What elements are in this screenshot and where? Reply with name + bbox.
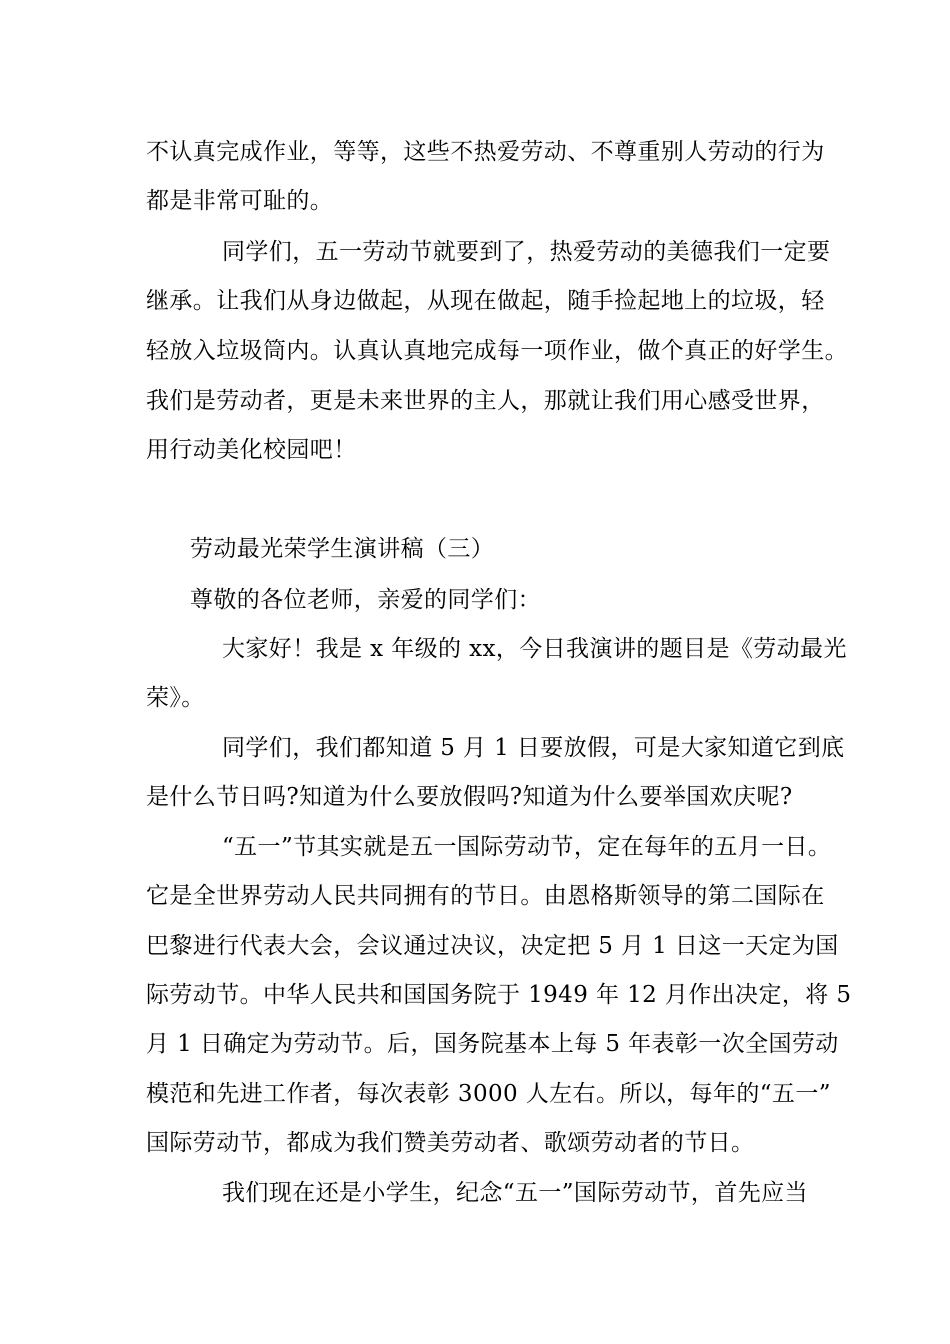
paragraph-first-line: 大家好！我是 x 年级的 xx，今日我演讲的题目是《劳动最光 [222,636,847,662]
body-line: 月 1 日确定为劳动节。后，国务院基本上每 5 年表彰一次全国劳动 [146,1031,839,1057]
body-line: 继承。让我们从身边做起，从现在做起，随手捡起地上的垃圾，轻 [146,288,825,314]
section-title: 劳动最光荣学生演讲稿（三） [190,536,495,562]
body-line: 轻放入垃圾筒内。认真认真地完成每一项作业，做个真正的好学生。 [146,338,848,364]
body-line: 际劳动节。中华人民共和国国务院于 1949 年 12 月作出决定，将 5 [146,982,852,1008]
body-line: 我们是劳动者，更是未来世界的主人，那就让我们用心感受世界， [146,388,825,414]
paragraph-first-line: “五一”节其实就是五一国际劳动节，定在每年的五月一日。 [222,834,832,860]
paragraph-first-line: 同学们，五一劳动节就要到了，热爱劳动的美德我们一定要 [222,239,831,265]
paragraph-first-line: 同学们，我们都知道 5 月 1 日要放假，可是大家知道它到底 [222,735,845,761]
salutation: 尊敬的各位老师，亲爱的同学们： [190,587,541,613]
body-line: 不认真完成作业，等等，这些不热爱劳动、不尊重别人劳动的行为 [146,139,825,165]
body-line: 是什么节日吗?知道为什么要放假吗?知道为什么要举国欢庆呢? [146,784,793,810]
body-line: 模范和先进工作者，每次表彰 3000 人左右。所以，每年的“五一” [146,1081,831,1107]
body-line: 用行动美化校园吧！ [146,437,357,463]
body-line: 都是非常可耻的。 [146,188,334,214]
body-line: 它是全世界劳动人民共同拥有的节日。由恩格斯领导的第二国际在 [146,883,825,909]
paragraph-first-line: 我们现在还是小学生，纪念“五一”国际劳动节，首先应当 [222,1180,808,1206]
body-line: 国际劳动节，都成为我们赞美劳动者、歌颂劳动者的节日。 [146,1130,755,1156]
body-line: 巴黎进行代表大会，会议通过决议，决定把 5 月 1 日这一天定为国 [146,933,839,959]
body-line: 荣》。 [146,685,205,711]
